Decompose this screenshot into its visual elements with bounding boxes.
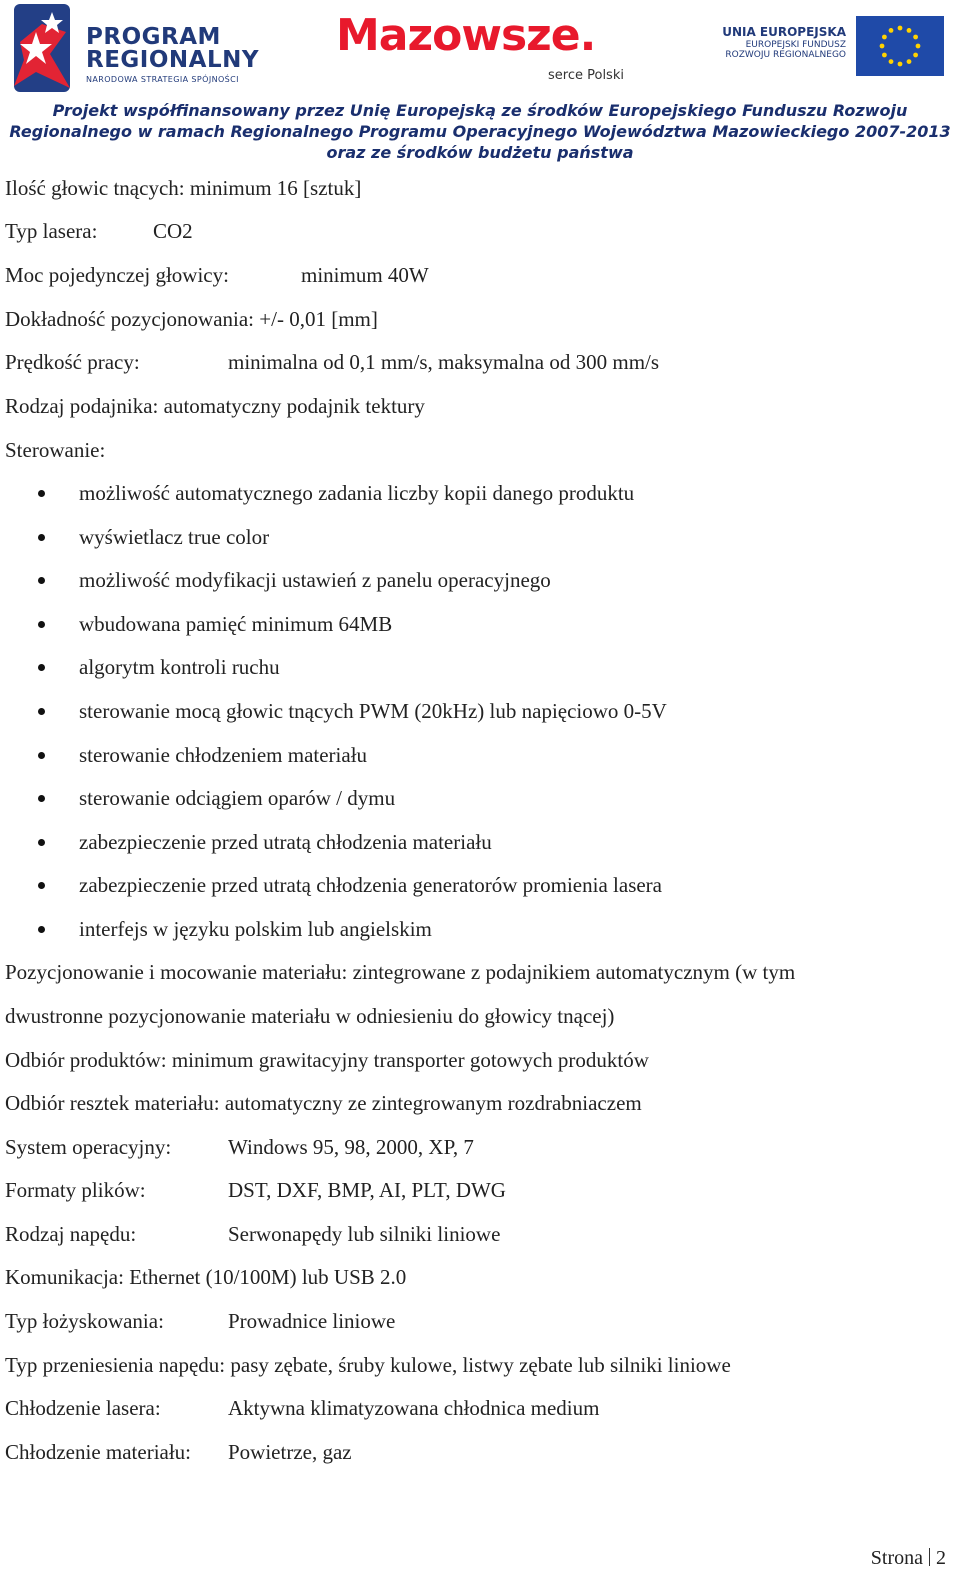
spec-label: Moc pojedynczej głowicy: — [5, 263, 229, 287]
spec-label: Sterowanie: — [5, 438, 106, 462]
spec-value: Powietrze, gaz — [228, 1440, 352, 1464]
bullet-icon — [38, 795, 45, 802]
spec-label: Pozycjonowanie i mocowanie materiału: — [5, 960, 348, 984]
spec-label: System operacyjny: — [5, 1135, 172, 1159]
spec-value: minimum 16 [sztuk] — [189, 176, 362, 200]
spec-row-typ-lasera — [5, 216, 193, 246]
project-cofinancing-note — [0, 100, 960, 163]
bullet-icon — [38, 534, 45, 541]
bullet-icon — [38, 490, 45, 497]
bullet-icon — [38, 926, 45, 933]
page-header — [0, 0, 960, 175]
spec-label: Odbiór produktów: — [5, 1048, 167, 1072]
spec-label: Chłodzenie materiału: — [5, 1440, 192, 1464]
spec-label: Prędkość pracy: — [5, 350, 140, 374]
spec-label: Formaty plików: — [5, 1178, 146, 1202]
spec-label: Typ przeniesienia napędu: — [5, 1353, 226, 1377]
spec-label: Rodzaj podajnika: — [5, 394, 159, 418]
spec-value: CO2 — [153, 219, 193, 243]
spec-row-podajnik — [5, 391, 425, 421]
spec-label: Chłodzenie lasera: — [5, 1396, 161, 1420]
spec-row-dokladnosc — [5, 304, 378, 334]
spec-value: automatyczny ze zintegrowanym rozdrabniaczem — [224, 1091, 642, 1115]
spec-row-pozycjonowanie-cont — [5, 1001, 614, 1031]
spec-label: Ilość głowic tnących: — [5, 176, 185, 200]
program-line: PROGRAM — [86, 24, 221, 50]
bullet-icon — [38, 708, 45, 715]
eu-flag-icon — [856, 16, 944, 76]
spec-value: Ethernet (10/100M) lub USB 2.0 — [129, 1265, 407, 1289]
bullet-icon — [38, 621, 45, 628]
spec-value: minimalna od 0,1 mm/s, maksymalna od 300 mm/s — [228, 350, 660, 374]
spec-row-sterowanie — [5, 435, 105, 465]
spec-row-chlodzenie-lasera — [5, 1393, 600, 1423]
spec-label: Odbiór resztek materiału: — [5, 1091, 220, 1115]
bullet-icon — [38, 577, 45, 584]
bullet-icon — [38, 752, 45, 759]
bullet-icon — [38, 882, 45, 889]
spec-value: pasy zębate, śruby kulowe, listwy zębate lub silniki liniowe — [230, 1353, 731, 1377]
page-footer — [871, 1547, 946, 1570]
spec-row-odbior-resztek — [5, 1088, 642, 1118]
star-emblem-icon — [6, 2, 80, 96]
spec-row-system — [5, 1132, 474, 1162]
spec-value: minimum 40W — [301, 263, 429, 287]
nss-line: NARODOWA STRATEGIA SPÓJNOŚCI — [86, 75, 239, 84]
spec-value: +/- 0,01 [mm] — [259, 307, 378, 331]
eu-line-1: UNIA EUROPEJSKA — [722, 25, 846, 39]
eu-line-3: ROZWOJU REGIONALNEGO — [725, 50, 846, 61]
regionalny-line: REGIONALNY — [86, 47, 260, 73]
spec-label: Rodzaj napędu: — [5, 1222, 137, 1246]
project-line-3: oraz ze środków budżetu państwa — [326, 143, 634, 162]
bullet-icon — [38, 839, 45, 846]
mazowsze-wordmark: Mazowsze. — [336, 10, 596, 61]
spec-label: Komunikacja: — [5, 1265, 124, 1289]
spec-row-moc — [5, 260, 429, 290]
eu-logo — [690, 14, 956, 84]
page-label: Strona — [870, 1547, 923, 1569]
spec-value: minimum grawitacyjny transporter gotowych produktów — [171, 1048, 649, 1072]
program-regionalny-logo — [6, 2, 306, 100]
spec-value: dwustronne pozycjonowanie materiału w odniesieniu do głowicy tnącej) — [5, 1004, 615, 1028]
footer-divider — [929, 1548, 930, 1566]
spec-row-pozycjonowanie — [5, 957, 795, 987]
spec-value: automatyczny podajnik tektury — [163, 394, 425, 418]
page-number: 2 — [936, 1547, 946, 1569]
project-line-1: Projekt współfinansowany przez Unię Europejską ze środków Europejskiego Funduszu Rozwoju — [52, 101, 908, 120]
spec-row-glowice — [5, 173, 361, 203]
spec-row-odbior-produktow — [5, 1045, 649, 1075]
spec-row-naped — [5, 1219, 501, 1249]
spec-value: Aktywna klimatyzowana chłodnica medium — [228, 1396, 600, 1420]
spec-row-lozyskowanie — [5, 1306, 396, 1336]
spec-row-komunikacja — [5, 1262, 406, 1292]
spec-value: DST, DXF, BMP, AI, PLT, DWG — [228, 1178, 506, 1202]
spec-label: Typ łożyskowania: — [5, 1309, 164, 1333]
spec-row-chlodzenie-materialu — [5, 1437, 352, 1467]
spec-value: zintegrowane z podajnikiem automatycznym (w tym — [352, 960, 796, 984]
spec-row-przeniesienie — [5, 1350, 731, 1380]
spec-row-formaty — [5, 1175, 506, 1205]
spec-value: Prowadnice liniowe — [228, 1309, 396, 1333]
spec-value: Windows 95, 98, 2000, XP, 7 — [228, 1135, 474, 1159]
spec-label: Dokładność pozycjonowania: — [5, 307, 255, 331]
spec-row-predkosc — [5, 347, 660, 377]
spec-value: Serwonapędy lub silniki liniowe — [228, 1222, 501, 1246]
bullet-icon — [38, 664, 45, 671]
mazowsze-logo — [336, 6, 656, 96]
mazowsze-tagline: serce Polski — [548, 68, 624, 83]
spec-label: Typ lasera: — [5, 219, 98, 243]
eu-line-2: EUROPEJSKI FUNDUSZ — [745, 39, 846, 50]
project-line-2: Regionalnego w ramach Regionalnego Programu Operacyjnego Województwa Mazowieckiego 2007-2013 — [9, 122, 951, 141]
